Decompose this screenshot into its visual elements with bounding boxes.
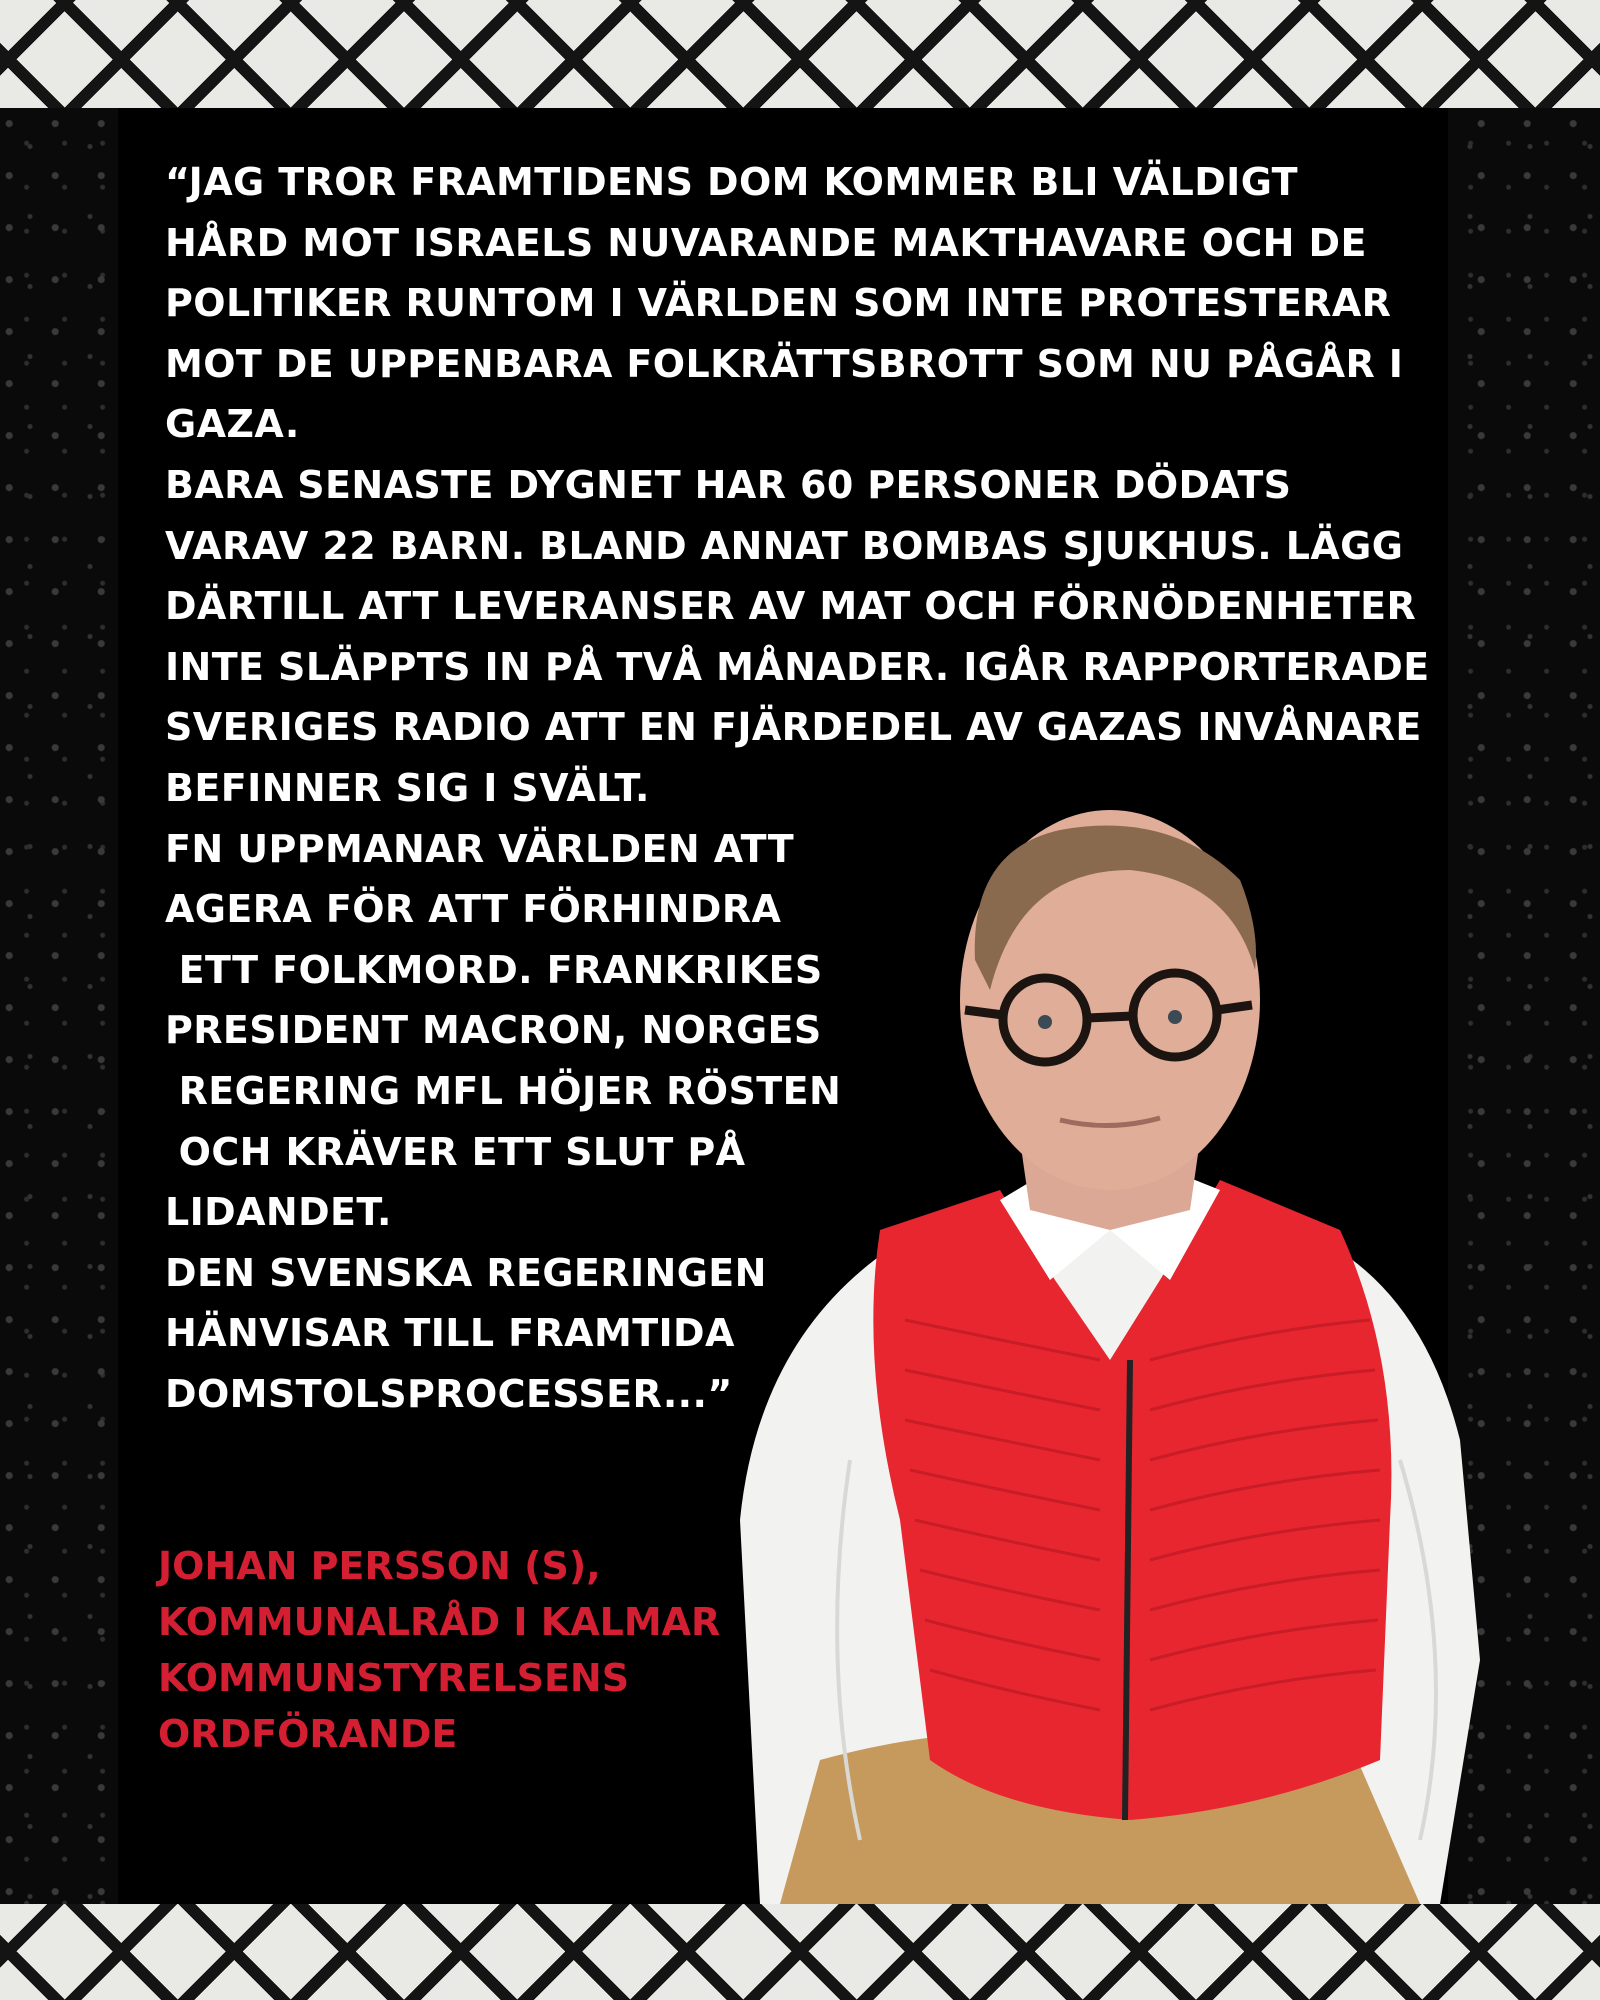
quote-line: INTE SLÄPPTS IN PÅ TVÅ MÅNADER. IGÅR RAPPORTERADE [165, 644, 1430, 689]
keffiyeh-pattern-top [0, 0, 1600, 108]
quote-line: HÅRD MOT ISRAELS NUVARANDE MAKTHAVARE OCH DE [165, 220, 1367, 265]
quote-line: AGERA FÖR ATT FÖRHINDRA [165, 887, 782, 932]
quote-line: ETT FOLKMORD. FRANKRIKES [165, 947, 823, 992]
quote-line: VARAV 22 BARN. BLAND ANNAT BOMBAS SJUKHUS. LÄGG [165, 523, 1404, 568]
quote-line: OCH KRÄVER ETT SLUT PÅ [165, 1129, 746, 1174]
attribution [158, 1538, 720, 1762]
quote-line: DOMSTOLSPROCESSER...” [165, 1371, 733, 1416]
quote-line: BEFINNER SIG I SVÄLT. [165, 765, 650, 810]
quote-text [165, 152, 1455, 1424]
attribution-line: KOMMUNSTYRELSENS [158, 1656, 630, 1700]
quote-line: MOT DE UPPENBARA FOLKRÄTTSBROTT SOM NU PÅGÅR I [165, 341, 1404, 386]
quote-line: POLITIKER RUNTOM I VÄRLDEN SOM INTE PROTESTERAR [165, 281, 1392, 326]
quote-line: PRESIDENT MACRON, NORGES [165, 1008, 822, 1053]
attribution-line: JOHAN PERSSON (S), [158, 1544, 601, 1588]
quote-line: LIDANDET. [165, 1190, 392, 1235]
attribution-line: KOMMUNALRÅD I KALMAR [158, 1600, 721, 1644]
keffiyeh-pattern-bottom [0, 1904, 1600, 2000]
quote-line: SVERIGES RADIO ATT EN FJÄRDEDEL AV GAZAS INVÅNARE [165, 705, 1422, 750]
quote-line: BARA SENASTE DYGNET HAR 60 PERSONER DÖDATS [165, 462, 1292, 507]
quote-line: “JAG TROR FRAMTIDENS DOM KOMMER BLI VÄLDIGT [165, 160, 1298, 204]
attribution-line: ORDFÖRANDE [158, 1712, 458, 1756]
quote-line: DEN SVENSKA REGERINGEN [165, 1250, 767, 1295]
quote-line: HÄNVISAR TILL FRAMTIDA [165, 1311, 735, 1356]
quote-line: DÄRTILL ATT LEVERANSER AV MAT OCH FÖRNÖDENHETER [165, 584, 1417, 629]
quote-line: GAZA. [165, 402, 300, 447]
quote-line: FN UPPMANAR VÄRLDEN ATT [165, 826, 795, 871]
quote-line: REGERING MFL HÖJER RÖSTEN [165, 1068, 842, 1113]
